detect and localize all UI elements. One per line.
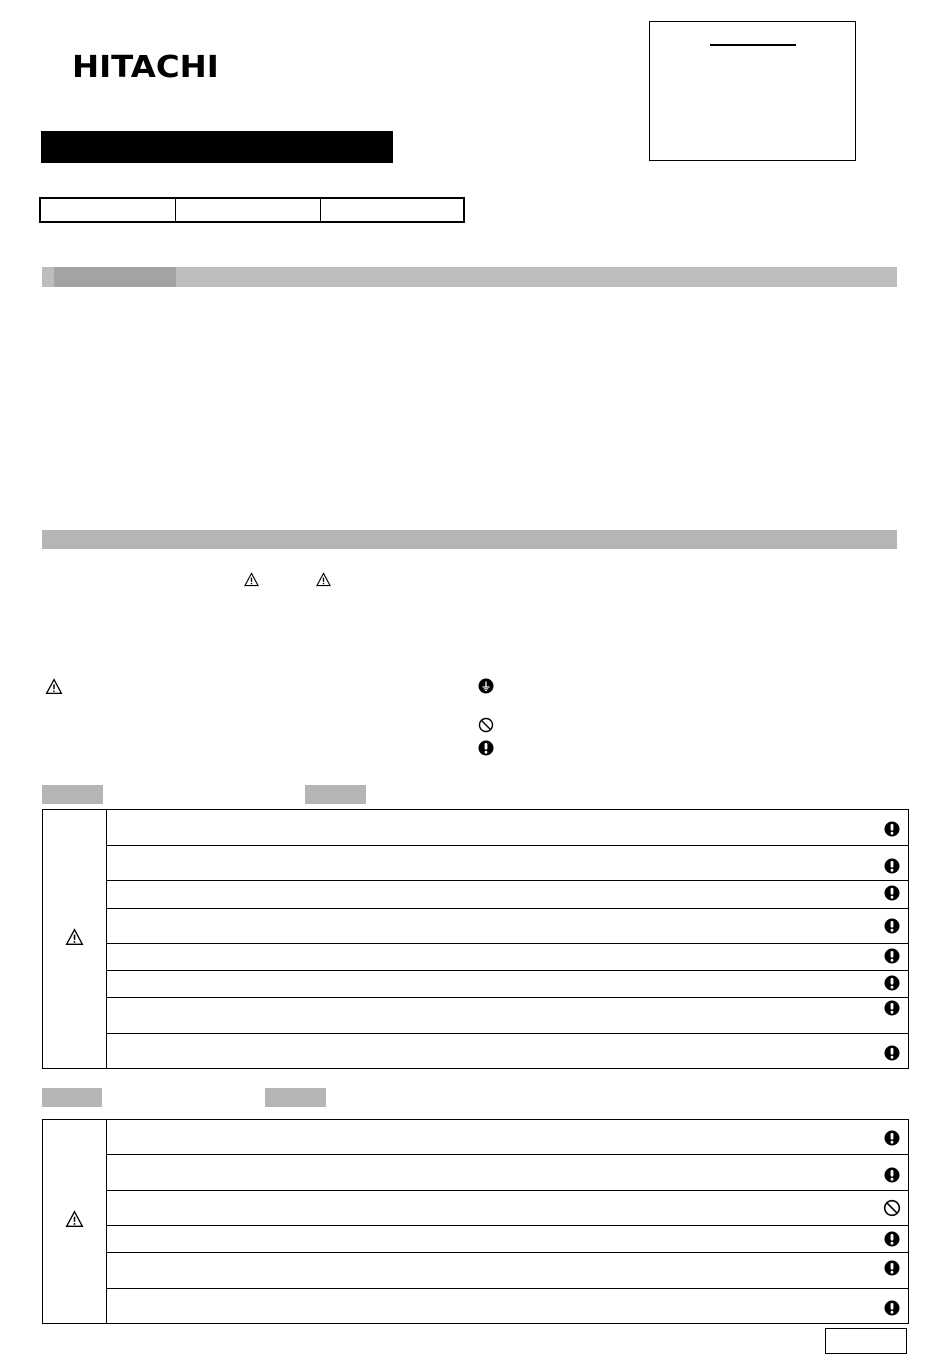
prohibited-icon <box>478 717 494 733</box>
caution-triangle-icon <box>65 928 84 946</box>
table-cell <box>107 1289 909 1324</box>
section-header-2 <box>42 530 897 549</box>
mandatory-icon <box>884 1000 900 1016</box>
label-chip <box>42 1088 102 1107</box>
table-row <box>43 1289 909 1324</box>
mandatory-icon <box>884 1260 900 1276</box>
table-cell <box>107 1120 909 1155</box>
table-cell <box>107 998 909 1034</box>
caution-triangle-icon <box>65 1210 84 1228</box>
table-row <box>43 810 909 846</box>
table-row <box>43 998 909 1034</box>
table-row <box>43 971 909 998</box>
page-number-box <box>825 1328 907 1354</box>
caution-triangle-icon <box>244 572 259 587</box>
table-cell <box>107 909 909 944</box>
mandatory-icon <box>884 1231 900 1247</box>
table-row <box>43 1226 909 1253</box>
table-row <box>43 909 909 944</box>
warning-table-1 <box>42 809 909 1069</box>
table-row <box>43 846 909 881</box>
mandatory-icon <box>884 821 900 837</box>
table-cell <box>107 1191 909 1226</box>
table-row <box>43 881 909 909</box>
table-row <box>43 1191 909 1226</box>
label-chip <box>42 785 103 804</box>
mandatory-icon <box>884 918 900 934</box>
underline <box>710 44 796 46</box>
ground-icon <box>478 678 494 694</box>
table-side-cell <box>43 1120 107 1324</box>
reference-box <box>649 21 856 161</box>
mandatory-icon <box>884 1167 900 1183</box>
table-row <box>43 1155 909 1191</box>
table-row <box>43 1034 909 1069</box>
table-cell <box>107 944 909 971</box>
table-cell <box>107 810 909 846</box>
table-row <box>43 1120 909 1155</box>
label-chip <box>265 1088 326 1107</box>
model-cell <box>41 199 176 221</box>
table-cell <box>107 881 909 909</box>
mandatory-icon <box>884 975 900 991</box>
mandatory-icon <box>884 858 900 874</box>
model-cell <box>176 199 320 221</box>
brand-logo: HITACHI <box>72 50 219 85</box>
mandatory-icon <box>884 885 900 901</box>
model-cell <box>321 199 463 221</box>
model-number-table <box>39 197 465 223</box>
table-cell <box>107 846 909 881</box>
prohibited-icon <box>883 1199 901 1217</box>
mandatory-icon <box>884 948 900 964</box>
table-cell <box>107 971 909 998</box>
mandatory-icon <box>884 1130 900 1146</box>
section-tab <box>54 267 176 287</box>
caution-triangle-icon <box>45 678 63 695</box>
table-cell <box>107 1253 909 1289</box>
warning-table-2 <box>42 1119 909 1324</box>
table-row <box>43 1253 909 1289</box>
title-bar <box>41 131 393 163</box>
caution-triangle-icon <box>316 572 331 587</box>
mandatory-icon <box>884 1300 900 1316</box>
table-side-cell <box>43 810 107 1069</box>
table-cell <box>107 1226 909 1253</box>
mandatory-icon <box>478 740 494 756</box>
table-cell <box>107 1034 909 1069</box>
table-row <box>43 944 909 971</box>
label-chip <box>305 785 366 804</box>
table-cell <box>107 1155 909 1191</box>
mandatory-icon <box>884 1045 900 1061</box>
section-header-1 <box>42 267 897 287</box>
